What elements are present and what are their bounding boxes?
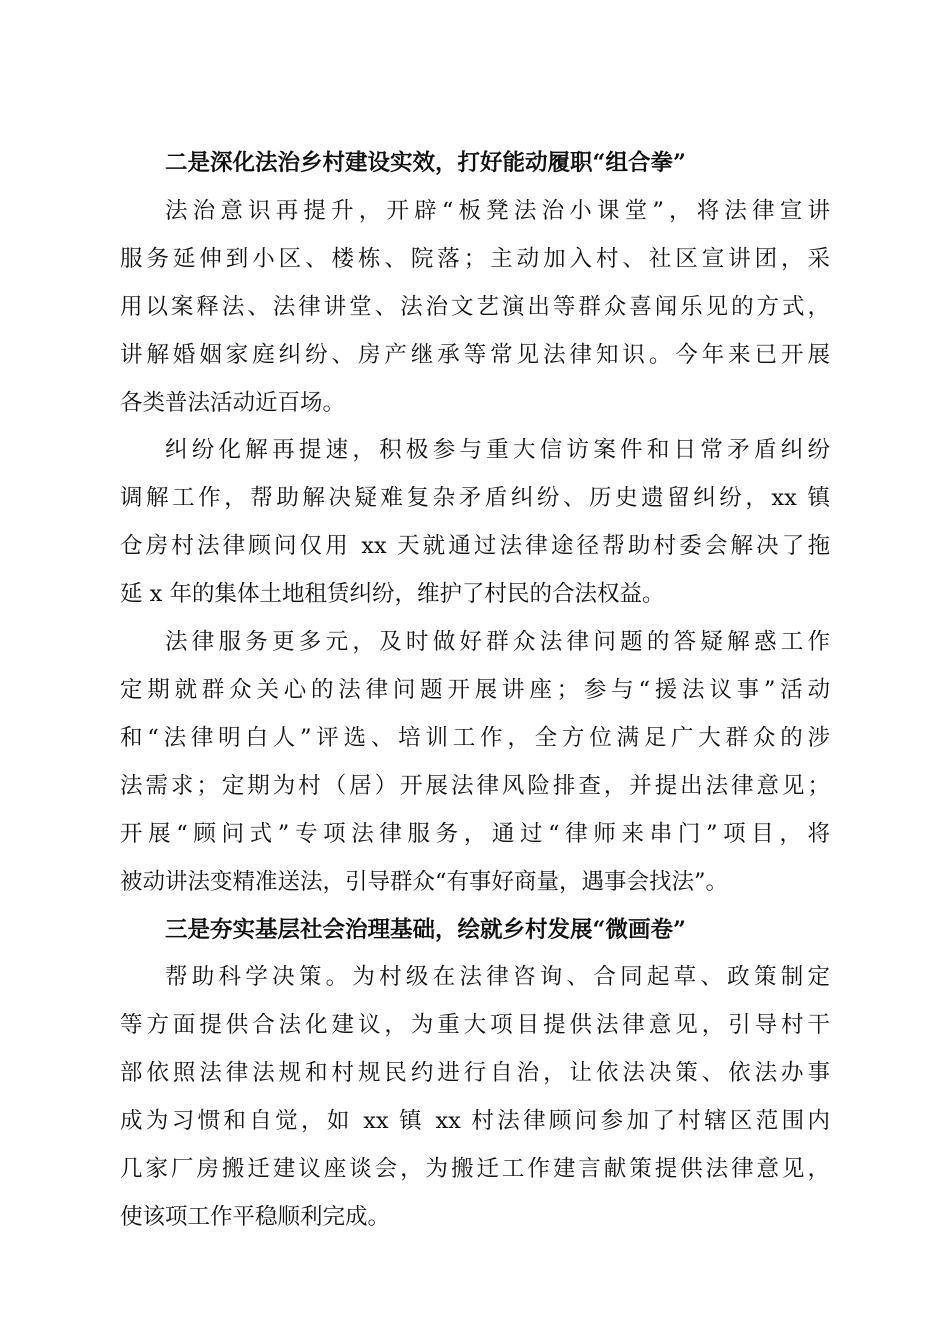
paragraph-line: 被动讲法变精准送法，引导群众“有事好商量，遇事会找法”。 xyxy=(120,868,729,895)
paragraph-line: 延 x 年的集体土地租赁纠纷，维护了村民的合法权益。 xyxy=(120,581,665,608)
paragraph-line: 法需求；定期为村（居）开展法律风险排查，并提出法律意见； xyxy=(120,772,830,799)
paragraph-legal-services xyxy=(120,619,830,906)
paragraph-line: 各类普法活动近百场。 xyxy=(120,389,346,416)
document-body xyxy=(120,140,830,1242)
paragraph-decision-support xyxy=(120,954,830,1241)
paragraph-line: 和“法律明白人”评选、培训工作，全方位满足广大群众的涉 xyxy=(120,724,830,751)
paragraph-line: 开展“顾问式”专项法律服务，通过“律师来串门”项目，将 xyxy=(120,820,830,847)
paragraph-line: 调解工作，帮助解决疑难复杂矛盾纠纷、历史遗留纠纷，xx 镇 xyxy=(120,485,830,512)
paragraph-line: 法治意识再提升，开辟“板凳法治小课堂”，将法律宣讲 xyxy=(165,197,830,224)
paragraph-line: 用以案释法、法律讲堂、法治文艺演出等群众喜闻乐见的方式， xyxy=(120,293,830,320)
section-heading-2: 二是深化法治乡村建设实效，打好能动履职“组合拳” xyxy=(165,150,686,176)
paragraph-line: 仓房村法律顾问仅用 xx 天就通过法律途径帮助村委会解决了拖 xyxy=(120,533,830,560)
paragraph-line: 成为习惯和自觉，如 xx 镇 xx 村法律顾问参加了村辖区范围内 xyxy=(120,1108,830,1135)
paragraph-line: 几家厂房搬迁建议座谈会，为搬迁工作建言献策提供法律意见， xyxy=(120,1156,830,1183)
paragraph-line: 部依照法律法规和村规民约进行自治，让依法决策、依法办事 xyxy=(120,1060,830,1087)
paragraph-line: 使该项工作平稳顺利完成。 xyxy=(120,1203,391,1230)
paragraph-dispute-resolution xyxy=(120,427,830,619)
paragraph-line: 服务延伸到小区、楼栋、院落；主动加入村、社区宣讲团，采 xyxy=(120,245,830,272)
paragraph-line: 帮助科学决策。为村级在法律咨询、合同起草、政策制定 xyxy=(165,964,830,991)
paragraph-legal-awareness xyxy=(120,188,830,428)
paragraph-line: 定期就群众关心的法律问题开展讲座；参与“援法议事”活动 xyxy=(120,676,830,703)
paragraph-line: 法律服务更多元，及时做好群众法律问题的答疑解惑工作 xyxy=(165,629,830,656)
paragraph-line: 等方面提供合法化建议，为重大项目提供法律意见，引导村干 xyxy=(120,1012,830,1039)
paragraph-line: 纠纷化解再提速，积极参与重大信访案件和日常矛盾纠纷 xyxy=(165,437,830,464)
section-heading-3: 三是夯实基层社会治理基础，绘就乡村发展“微画卷” xyxy=(165,916,686,943)
paragraph-line: 讲解婚姻家庭纠纷、房产继承等常见法律知识。今年来已开展 xyxy=(120,341,830,368)
